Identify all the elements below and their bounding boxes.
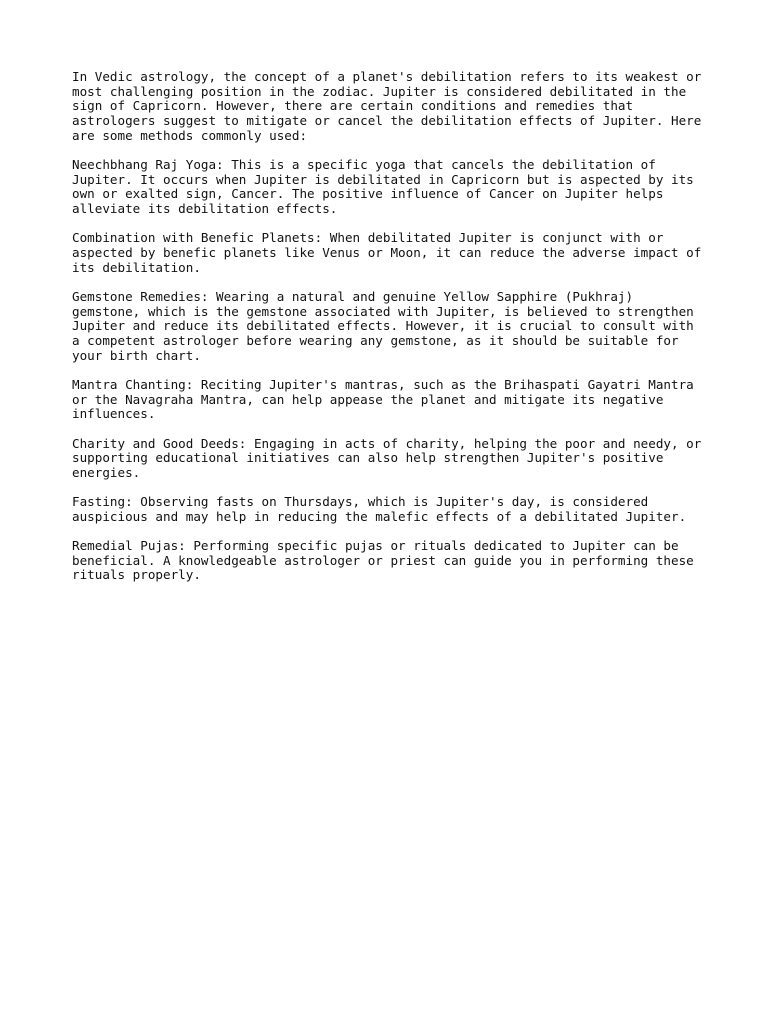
mantra-chanting-paragraph: Mantra Chanting: Reciting Jupiter's mantras, such as the Brihaspati Gayatri Mantra or the Navagraha Mantra, can help appease the planet and mitigate its negative influences. — [72, 376, 694, 422]
neechbhang-raj-yoga-paragraph: Neechbhang Raj Yoga: This is a specific yoga that cancels the debilitation of Jupiter. It occurs when Jupiter is debilitated in Capricorn but is aspected by its own or exalted sign, Cancer. The positive influence of Cancer on Jupiter helps alleviate its debilitation effects. — [72, 157, 694, 217]
document-body — [72, 70, 712, 598]
remedial-pujas-paragraph: Remedial Pujas: Performing specific pujas or rituals dedicated to Jupiter can be beneficial. A knowledgeable astrologer or priest can guide you in performing these rituals properly. — [72, 538, 694, 583]
fasting-paragraph: Fasting: Observing fasts on Thursdays, which is Jupiter's day, is considered auspicious and may help in reducing the malefic effects of a debilitated Jupiter. — [72, 494, 687, 524]
charity-paragraph: Charity and Good Deeds: Engaging in acts of charity, helping the poor and needy, or supporting educational initiatives can also help strengthen Jupiter's positive energies. — [72, 435, 702, 480]
benefic-planets-paragraph: Combination with Benefic Planets: When debilitated Jupiter is conjunct with or aspected by benefic planets like Venus or Moon, it can reduce the adverse impact of its debilitation. — [72, 230, 702, 275]
intro-paragraph: In Vedic astrology, the concept of a planet's debilitation refers to its weakest or most challenging position in the zodiac. Jupiter is considered debilitated in the sign of Capricorn. However, there are certain conditions and remedies that astrologers suggest to mitigate or cancel the debilitation effects of Jupiter. Here are some methods commonly used: — [72, 69, 702, 143]
gemstone-remedies-paragraph: Gemstone Remedies: Wearing a natural and genuine Yellow Sapphire (Pukhraj) gemstone, which is the gemstone associated with Jupiter, is believed to strengthen Jupiter and reduce its debilitated effects. However, it is crucial to consult with a competent astrologer before wearing any gemstone, as it should be suitable for your birth chart. — [72, 288, 694, 363]
